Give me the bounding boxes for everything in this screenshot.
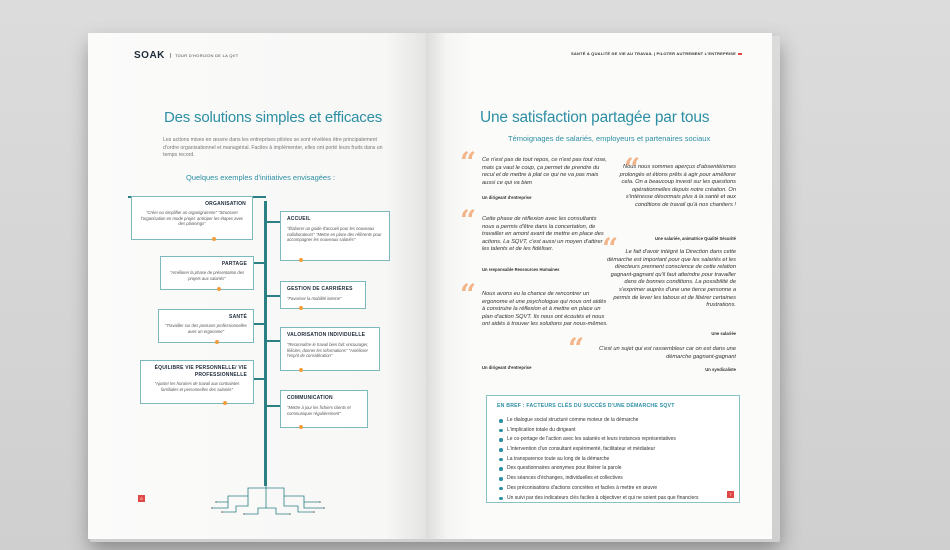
list-item-text: Des questionnaires anonymes pour libérer la parole xyxy=(507,465,622,472)
orange-dot xyxy=(299,368,303,372)
box-text: "Ajuster les horaires de travail aux contraintes familiales et personnelles des salariés" xyxy=(154,381,240,392)
list-item-text: L'implication totale du dirigeant xyxy=(507,426,576,433)
bullet-icon xyxy=(499,429,503,433)
initiative-box-equilibre xyxy=(140,360,254,404)
box-text: "Travailler sur des postures professionnelles avec un ergonome" xyxy=(165,323,247,334)
box-title: ÉQUILIBRE VIE PERSONNELLE/ VIE PROFESSIONNELLE xyxy=(154,365,247,378)
quote-text: C'est un sujet qui est rassembleur car on est dans une démarche gagnant-gagnant xyxy=(598,346,736,360)
list-item xyxy=(499,494,699,504)
list-item xyxy=(499,464,699,474)
orange-dot xyxy=(223,401,227,405)
quote-author: Un responsable Ressources Humaines xyxy=(482,267,560,272)
examples-title: Quelques exemples d'initiatives envisagées : xyxy=(186,173,336,182)
list-item xyxy=(499,445,699,455)
bullet-icon xyxy=(499,458,503,462)
quote-author: Un dirigeant d'entreprise xyxy=(482,195,532,200)
right-page-subtitle: Témoignages de salariés, employeurs et partenaires sociaux xyxy=(508,134,711,143)
right-page xyxy=(426,33,772,539)
list-item-text: L'intervention d'un consultant expérimenté, facilitateur et médiateur xyxy=(507,446,656,453)
initiative-box-accueil xyxy=(280,211,390,261)
quote-author: Un syndicaliste xyxy=(705,367,736,372)
box-text: "Créer ou simplifier un organigramme" "Structurer l'organisation en mode projet: anticiper les étapes avec des plannings" xyxy=(140,210,244,227)
right-page-title: Une satisfaction partagée par tous xyxy=(480,109,710,126)
list-item-text: Le dialogue social structuré comme moteur de la démarche xyxy=(507,417,639,423)
bullet-icon xyxy=(499,497,503,501)
box-title: SANTÉ xyxy=(229,314,247,320)
quote-author: Un dirigeant d'entreprise xyxy=(482,365,532,370)
box-text: "Mettre à jour les fichiers clients et communiquer régulièrement" xyxy=(287,405,351,416)
soak-logo: SOAK xyxy=(134,50,165,61)
bullet-icon xyxy=(499,477,503,481)
bullet-icon xyxy=(499,467,503,471)
left-page xyxy=(88,33,426,539)
quote-text: Ce n'est pas de tout repos, ce n'est pas tout rose, mais ça vaut le coup, ça permet de prendre du recul et de mettre à plat ce qui ne va pas mais aussi ce qui va bien xyxy=(482,157,607,186)
quote-mark-icon: “ xyxy=(624,152,641,185)
list-item-text: Des préconisations d'actions concrètes et faciles à mettre en œuvre xyxy=(507,484,658,491)
bullet-icon xyxy=(499,438,503,442)
list-item-text: La transparence toute au long de la démarche xyxy=(507,455,610,462)
orange-dot xyxy=(299,258,303,262)
intro-paragraph: Les actions mises en œuvre dans les entreprises pilotes se sont révélées être principalement d'ordre organisationnel et managérial. Faciles à implémenter, elles ont porté leurs fruits dans un temps record. xyxy=(163,137,383,158)
tree-trunk xyxy=(264,201,267,486)
initiative-box-gestion-carrieres xyxy=(280,281,366,309)
logo-subtitle: TOUR D'HORIZON DE LA QVT xyxy=(170,53,238,58)
initiative-box-communication xyxy=(280,390,368,428)
initiative-box-partage xyxy=(160,256,254,290)
quote-mark-icon: “ xyxy=(602,232,619,265)
tree-roots xyxy=(208,478,328,518)
orange-dot xyxy=(215,340,219,344)
list-item xyxy=(499,416,699,426)
list-item xyxy=(499,455,699,465)
header-flag xyxy=(738,53,742,55)
list-item xyxy=(499,474,699,484)
quote-text: Le fait d'avoir intégré la Direction dans cette démarche est important pour que les salariés et les directeurs prennent conscience de cette relation gagnant-gagnant qu'il faut atteindre pour travailler dans de bonnes conditions. La possibilité de s'exprimer auprès d'une une tierce personne a permis de lever les tabous et de libérer certaines frustrations. xyxy=(607,249,736,309)
box-text: "Élaborer un guide d'accueil pour les nouveaux collaborateurs" "Mettre en place des référents pour accompagner les nouveaux salariés" xyxy=(287,226,382,243)
orange-dot xyxy=(217,287,221,291)
box-text: "Favoriser la mobilité interne" xyxy=(287,296,342,301)
list-item xyxy=(499,435,699,445)
page-number: 6 xyxy=(138,495,145,502)
quote-mark-icon: “ xyxy=(460,146,477,179)
box-title: COMMUNICATION xyxy=(287,395,333,401)
orange-dot xyxy=(299,425,303,429)
box-title: PARTAGE xyxy=(221,261,247,267)
box-title: VALORISATION INDIVIDUELLE xyxy=(287,332,366,338)
quote-text: Cette phase de réflexion avec les consultants nous a permis d'être dans la concertation, de travailler en amont avant de mettre en place des actions. La SQVT, c'est aussi un moyen d'attirer les talents et de les fidéliser. xyxy=(482,216,604,253)
bullet-icon xyxy=(499,487,503,491)
key-factors-title: EN BREF : FACTEURS CLÉS DU SUCCÈS D'UNE DÉMARCHE SQVT xyxy=(497,403,675,409)
box-text: "Reconnaître le travail bien fait: encourager, féliciter, donner les informations" "Améliorer l'esprit de considération" xyxy=(287,342,369,359)
initiative-box-valorisation xyxy=(280,327,380,371)
list-item-text: Le co-portage de l'action avec les salariés et leurs instances représentatives xyxy=(507,436,676,443)
box-text: "Améliorer la phase de présentation des projets aux salariés" xyxy=(169,270,245,281)
box-title: GESTION DE CARRIÈRES xyxy=(287,286,353,292)
key-factors-list xyxy=(499,416,699,503)
bullet-icon xyxy=(499,419,503,423)
key-factors-box xyxy=(486,395,740,503)
quote-mark-icon: “ xyxy=(568,332,585,365)
bullet-icon xyxy=(499,448,503,452)
list-item-text: Un suivi par des indicateurs clés faciles à objectiver et qui ne soient pas que financiers xyxy=(507,494,699,501)
orange-dot xyxy=(299,306,303,310)
quote-mark-icon: “ xyxy=(460,204,477,237)
list-item-text: Des séances d'échanges, individuelles et collectives xyxy=(507,475,623,482)
list-item xyxy=(499,426,699,436)
list-item xyxy=(499,484,699,494)
box-title: ORGANISATION xyxy=(205,201,246,207)
quote-text: Nous avons eu la chance de rencontrer un ergonome et une psychologue qui nous ont aidés à construire la réflexion et à mettre en place un plan d'action SQVT. Ils nous ont écoutés et nous ont aidés à trouver les solutions par nous-mêmes. xyxy=(482,291,608,328)
box-title: ACCUEIL xyxy=(287,216,311,222)
quote-text: Nous nous sommes aperçus d'absentéismes prolongés et étions prêts à agir pour améliorer cela. On a beaucoup investi sur les questions opérationnelles depuis notre création. On s'intéresse désormais plus à la santé et aux conditions de travail qu'à nos chantiers ! xyxy=(619,164,736,208)
initiative-box-sante xyxy=(158,309,254,343)
initiative-box-organisation xyxy=(131,196,253,240)
orange-dot xyxy=(212,237,216,241)
left-page-title: Des solutions simples et efficaces xyxy=(164,109,383,126)
quote-author: Une salariée, animatrice Qualité Sécurité xyxy=(655,236,736,241)
page-number: 7 xyxy=(727,491,734,498)
quote-mark-icon: “ xyxy=(460,278,477,311)
running-header: SANTÉ & QUALITÉ DE VIE AU TRAVAIL | PILOTER AUTREMENT L'ENTREPRISE xyxy=(571,51,736,56)
quote-author: Une salariée xyxy=(711,331,736,336)
